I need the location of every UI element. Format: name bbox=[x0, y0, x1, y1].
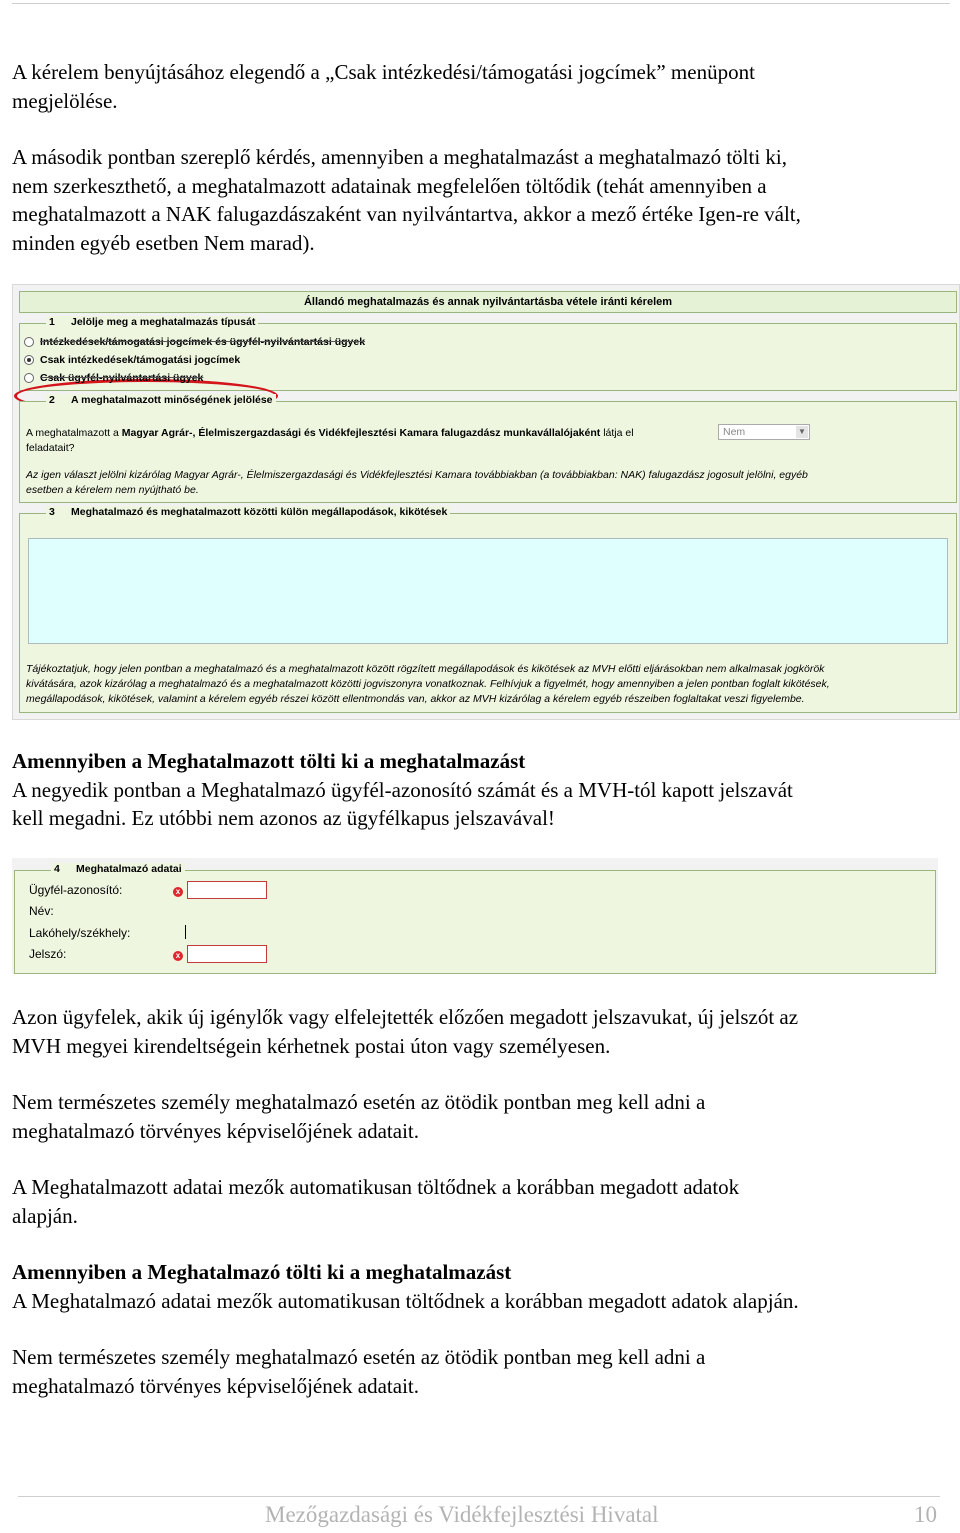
text-line: A Meghatalmazó adatai mezők automatikusan töltődnek a korábban megadott adatok alapján. bbox=[12, 1288, 799, 1313]
text-line: A második pontban szereplő kérdés, amennyiben a meghatalmazást a meghatalmazó tölti ki, bbox=[12, 145, 788, 169]
field-label-jelszo: Jelszó: bbox=[29, 947, 67, 961]
text-line: A kérelem benyújtásához elegendő a „Csak intézkedési/támogatási jogcímek” menüpont bbox=[12, 60, 755, 84]
radio-icon[interactable] bbox=[24, 373, 34, 383]
text-line: nem szerkeszthető, a meghatalmazott adatainak megfelelően töltődik (tehát amennyiben a bbox=[12, 173, 767, 198]
section-2-note: Az igen választ jelölni kizárólag Magyar Agrár-, Élelmiszergazdasági és Vidékfejlesztési Kamara továbbiakban (a továbbiakban: NAK) falugazdász jogosult jelölni, egyéb esetben a kérelem nem nyújtható be. bbox=[26, 469, 808, 496]
section-3-note: Tájékoztatjuk, hogy jelen pontban a meghatalmazó és a meghatalmazott között rögzített megállapodások és kikötések az MVH előtti eljárásokban nem alkalmasak jogkörök kivátására, azok kizárólag a meghatalmazó és a meghatalmazott közötti jogviszonyra vonatkoznak. Felhívjuk a figyelmét, hogy amennyiben a jelen pontban foglalt kikötések, megállapodások, kikötések, valamint a kérelem egyéb részei között ellentmondás van, akkor az MVH kizárólag a kérelem egyéb részeiben foglaltakat veszi figyelembe. bbox=[26, 663, 830, 705]
section-3-label: 3 Meghatalmazó és meghatalmazott közötti külön megállapodások, kikötések bbox=[46, 506, 450, 518]
ugyfel-azonosito-input[interactable] bbox=[187, 881, 267, 899]
section-heading: Amennyiben a Meghatalmazó tölti ki a meghatalmazást bbox=[12, 1260, 512, 1284]
section-4-panel bbox=[14, 863, 936, 974]
radio-icon[interactable] bbox=[24, 337, 34, 347]
section-3-panel bbox=[19, 506, 957, 713]
field-label-lakohely: Lakóhely/székhely: bbox=[29, 926, 131, 940]
text-line: Nem természetes személy meghatalmazó esetén az ötödik pontban meg kell adni a bbox=[12, 1345, 706, 1369]
text-line: MVH megyei kirendeltségein kérhetnek postai úton vagy személyesen. bbox=[12, 1033, 611, 1058]
text-line: meghatalmazó törvényes képviselőjének adatait. bbox=[12, 1118, 420, 1143]
jelszo-input[interactable] bbox=[187, 945, 267, 963]
text-line: Azon ügyfelek, akik új igénylők vagy elfelejtették előzően megadott jelszavukat, új jelszót az bbox=[12, 1005, 799, 1029]
section-2-label: 2 A meghatalmazott minőségének jelölése bbox=[46, 394, 276, 406]
paragraph-3 bbox=[12, 747, 940, 833]
form-screenshot-2 bbox=[12, 858, 938, 974]
error-icon: x bbox=[173, 951, 183, 961]
chevron-down-icon[interactable]: ▼ bbox=[796, 426, 808, 438]
form-title: Állandó meghatalmazás és annak nyilvántartásba vétele iránti kérelem bbox=[19, 291, 957, 313]
radio-checked-icon[interactable] bbox=[24, 355, 34, 365]
text-caret bbox=[185, 925, 186, 939]
radio-option-1[interactable]: Intézkedések/támogatási jogcímek és ügyfél-nyilvántartási ügyek bbox=[24, 336, 365, 348]
section-2-panel bbox=[19, 394, 957, 503]
footer-rule bbox=[18, 1496, 940, 1497]
text-line: minden egyéb esetben Nem marad). bbox=[12, 230, 315, 255]
radio-option-2[interactable]: Csak intézkedések/támogatási jogcímek bbox=[24, 354, 240, 366]
text-line: megjelölése. bbox=[12, 88, 118, 113]
section-2-question: A meghatalmazott a Magyar Agrár-, Élelmiszergazdasági és Vidékfejlesztési Kamara falugazdász munkavállalójaként látja el feladatait? bbox=[26, 427, 634, 454]
text-line: meghatalmazó törvényes képviselőjének adatait. bbox=[12, 1373, 420, 1398]
text-line: alapján. bbox=[12, 1203, 78, 1228]
text-line: Nem természetes személy meghatalmazó esetén az ötödik pontban meg kell adni a bbox=[12, 1090, 706, 1114]
footer-organization: Mezőgazdasági és Vidékfejlesztési Hivatal bbox=[265, 1502, 659, 1527]
field-label-nev: Név: bbox=[29, 904, 54, 918]
paragraph-2 bbox=[12, 143, 940, 257]
page-number: 10 bbox=[914, 1502, 937, 1527]
section-4-label: 4 Meghatalmazó adatai bbox=[51, 863, 185, 875]
section-1-label: 1 Jelölje meg a meghatalmazás típusát bbox=[46, 316, 258, 328]
paragraph-5 bbox=[12, 1088, 940, 1145]
radio-option-3[interactable]: Csak ügyfél-nyilvántartási ügyek bbox=[24, 372, 203, 384]
text-line: kell megadni. Ez utóbbi nem azonos az ügyfélkapus jelszavával! bbox=[12, 806, 555, 830]
text-line: A Meghatalmazott adatai mezők automatikusan töltődnek a korábban megadott adatok bbox=[12, 1175, 740, 1199]
paragraph-8 bbox=[12, 1343, 940, 1400]
section-heading: Amennyiben a Meghatalmazott tölti ki a meghatalmazást bbox=[12, 749, 526, 773]
section-1-panel bbox=[19, 316, 957, 391]
paragraph-1 bbox=[12, 58, 940, 115]
top-rule bbox=[12, 3, 950, 4]
agreements-textarea[interactable] bbox=[28, 538, 948, 644]
paragraph-6 bbox=[12, 1173, 940, 1230]
form-screenshot-1 bbox=[12, 284, 960, 720]
text-line: A negyedik pontban a Meghatalmazó ügyfél-azonosító számát és a MVH-tól kapott jelszavát bbox=[12, 777, 793, 802]
falugazdasz-select[interactable]: Nem ▼ bbox=[718, 424, 810, 440]
error-icon: x bbox=[173, 887, 183, 897]
paragraph-4 bbox=[12, 1003, 940, 1060]
paragraph-7 bbox=[12, 1258, 940, 1315]
field-label-ugyfel-azonosito: Ügyfél-azonosító: bbox=[29, 883, 123, 897]
text-line: meghatalmazott a NAK falugazdászaként van nyilvántartva, akkor a mező értéke Igen-re vált, bbox=[12, 202, 801, 226]
